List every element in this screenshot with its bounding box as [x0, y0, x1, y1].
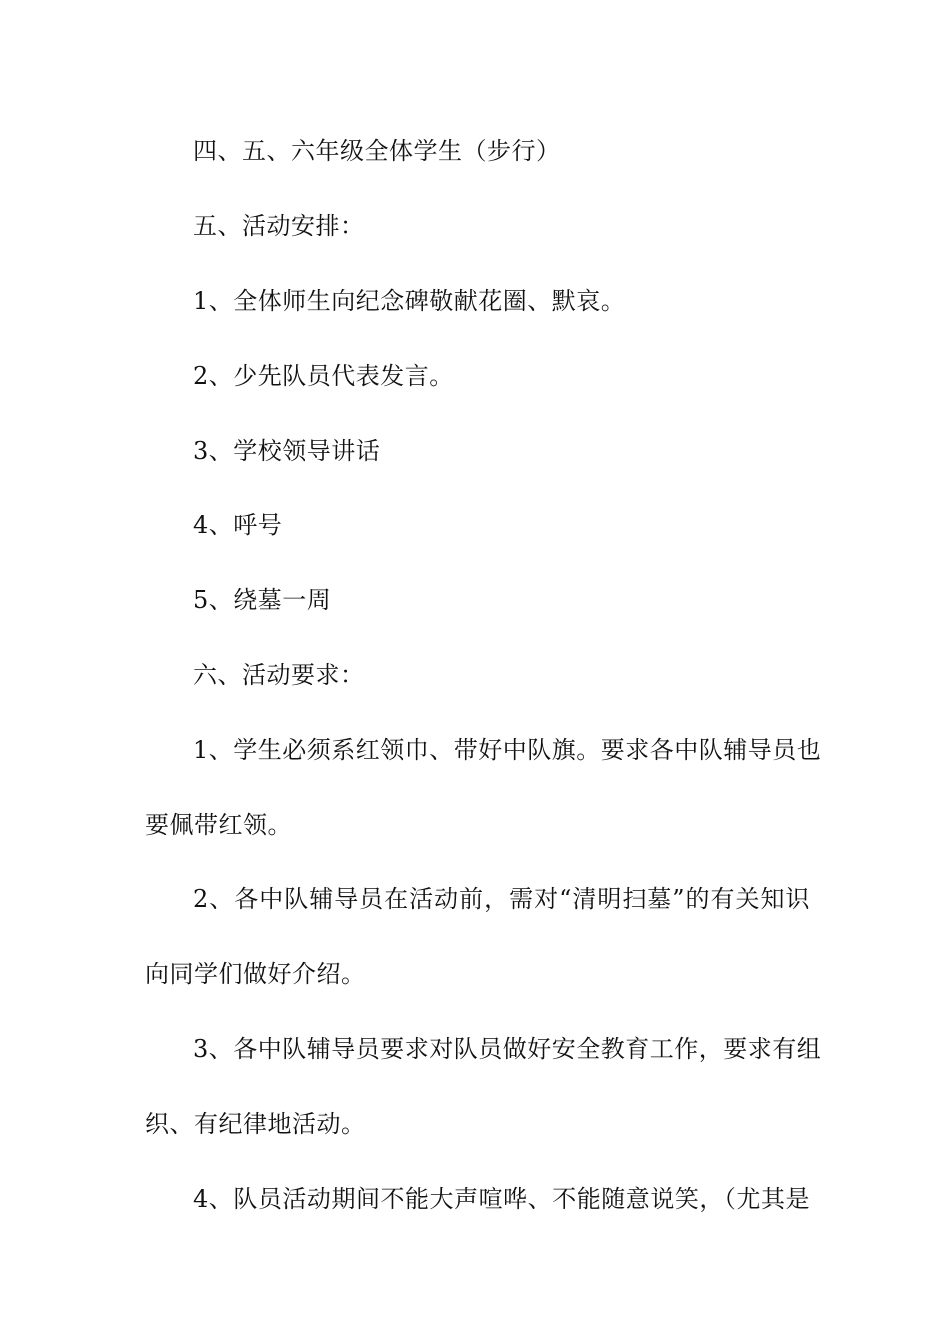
text-line-6: 4、呼号	[193, 511, 283, 539]
text-line-9: 1、学生必须系红领巾、带好中队旗。要求各中队辅导员也	[193, 736, 822, 764]
text-line-7: 5、绕墓一周	[193, 586, 332, 614]
text-line-8: 六、活动要求：	[193, 661, 365, 689]
text-line-5: 3、学校领导讲话	[193, 437, 381, 465]
text-line-10: 要佩带红领。	[145, 811, 292, 839]
text-line-15: 4、队员活动期间不能大声喧哗、不能随意说笑，（尤其是	[193, 1185, 810, 1213]
text-line-11: 2、各中队辅导员在活动前，需对“清明扫墓”的有关知识	[193, 885, 810, 913]
text-line-2: 五、活动安排：	[193, 212, 365, 240]
text-line-4: 2、少先队员代表发言。	[193, 362, 454, 390]
text-line-13: 3、各中队辅导员要求对队员做好安全教育工作，要求有组	[193, 1035, 822, 1063]
text-line-1: 四、五、六年级全体学生（步行）	[193, 137, 561, 165]
text-line-3: 1、全体师生向纪念碑敬献花圈、默哀。	[193, 287, 626, 315]
text-line-14: 织、有纪律地活动。	[145, 1110, 366, 1138]
text-line-12: 向同学们做好介绍。	[145, 960, 366, 988]
